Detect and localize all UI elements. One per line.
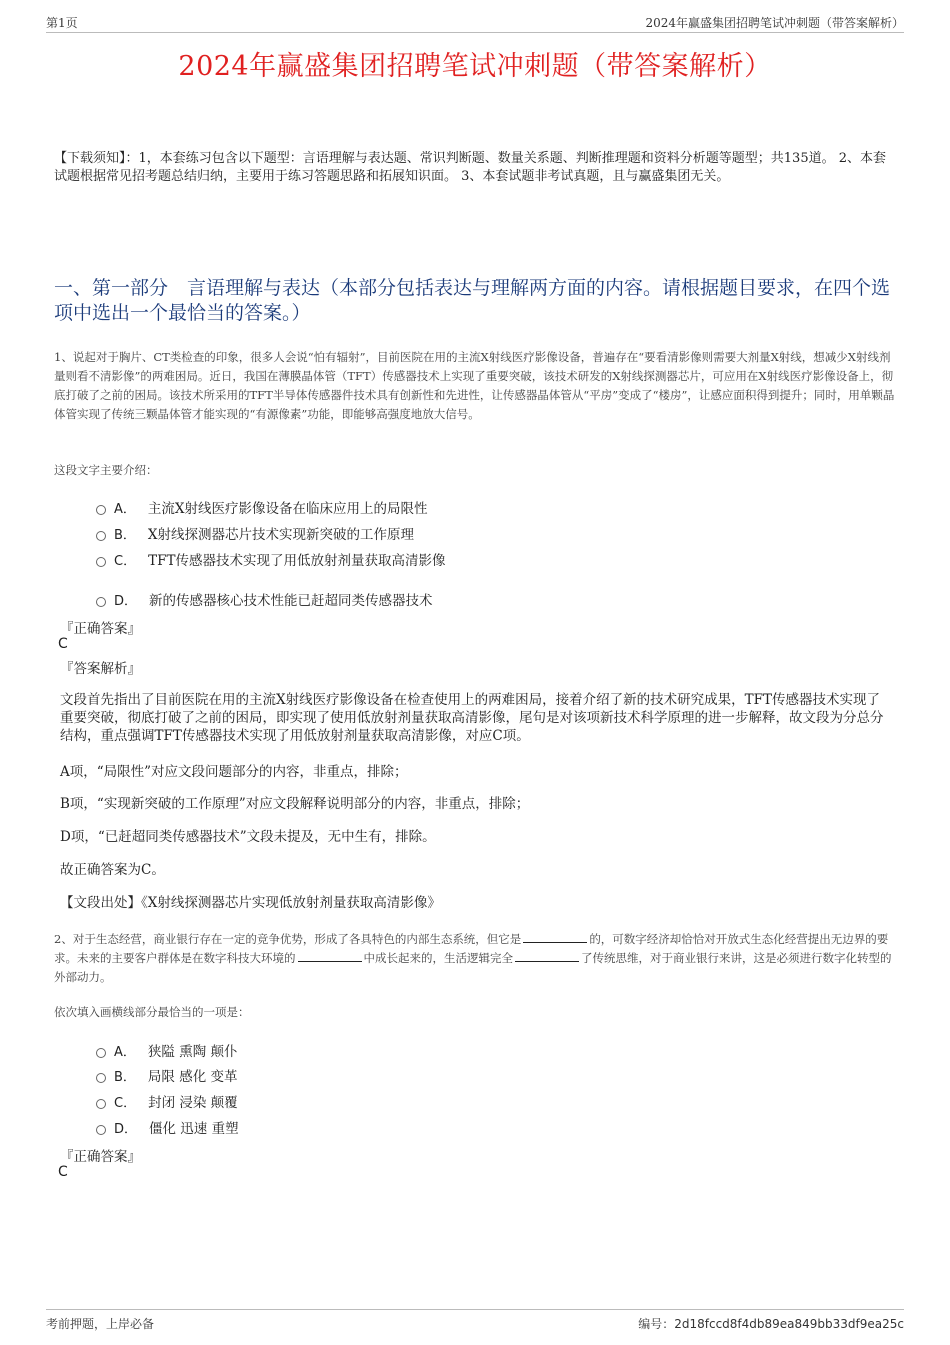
q1-analysis-paragraph: 文段首先指出了目前医院在用的主流X射线医疗影像设备在检查使用上的两难困局，接着介绍了新的技术研究成果，TFT传感器技术实现了重要突破，彻底打破了之前的困局，即实现了使用低放射剂量获取高清影像，尾句是对该项新技术科学原理的进一步解释，故文段为分总分结构，重点强调TFT传感器技术实现了用低放射剂量获取高清影像，对应C项。 <box>60 692 884 744</box>
option-text: 新的传感器核心技术性能已赶超同类传感器技术 <box>149 593 433 609</box>
radio-icon[interactable] <box>96 1048 106 1058</box>
option-letter: B． <box>114 1069 136 1085</box>
q1-analysis-d: D项，“已赶超同类传感器技术”文段未提及，无中生有，排除。 <box>60 829 436 845</box>
q1-analysis-label: 『答案解析』 <box>60 661 141 677</box>
option-letter: A． <box>114 1044 136 1060</box>
q1-answer-label: 『正确答案』 <box>60 621 141 637</box>
q1-option-d[interactable] <box>96 589 433 609</box>
footer-divider <box>46 1309 904 1310</box>
header-divider <box>46 32 904 33</box>
q2-option-b[interactable] <box>96 1065 238 1085</box>
option-letter: D． <box>114 593 138 609</box>
radio-icon[interactable] <box>96 597 106 607</box>
q1-source: 【文段出处】《X射线探测器芯片实现低放射剂量获取高清影像》 <box>60 895 441 911</box>
footer-code <box>638 1315 904 1332</box>
question-1-prompt: 这段文字主要介绍： <box>54 463 158 477</box>
radio-icon[interactable] <box>96 557 106 567</box>
q2-option-d[interactable] <box>96 1117 239 1137</box>
question-1-text: 1、说起对于胸片、CT类检查的印象，很多人会说“怕有辐射”，目前医院在用的主流X射线医疗影像设备，普遍存在“要看清影像则需要大剂量X射线，想减少X射线剂量则看不清影像”的两难困局。近日，我国在薄膜晶体管（TFT）传感器技术上实现了重要突破，该技术研发的X射线探测器芯片，可应用在X射线医疗影像设备上，彻底打破了之前的困局。该技术所采用的TFT半导体传感器件技术具有创新性和先进性，让传感器晶体管从“平房”变成了“楼房”，让感应面积得到提升；同时，用单颗晶体管实现了传统三颗晶体管才能实现的“有源像素”功能，即能够高强度地放大信号。 <box>54 350 895 421</box>
fill-blank[interactable] <box>523 932 587 943</box>
radio-icon[interactable] <box>96 531 106 541</box>
option-text: TFT传感器技术实现了用低放射剂量获取高清影像 <box>148 553 446 569</box>
q2-option-c[interactable] <box>96 1091 238 1111</box>
page-title: 2024年赢盛集团招聘笔试冲刺题（带答案解析） <box>178 51 772 82</box>
fill-blank[interactable] <box>515 951 579 962</box>
q1-option-a[interactable] <box>96 497 428 517</box>
option-letter: D． <box>114 1121 138 1137</box>
radio-icon[interactable] <box>96 1099 106 1109</box>
q2-option-a[interactable] <box>96 1040 238 1060</box>
footer-code-value: 2d18fccd8f4db89ea849bb33df9ea25c <box>674 1317 904 1331</box>
q2-answer-label: 『正确答案』 <box>60 1149 141 1165</box>
q1-option-c[interactable] <box>96 549 445 569</box>
option-letter: B． <box>114 527 136 543</box>
footer-code-label: 编号： <box>638 1317 675 1331</box>
option-text: 僵化 迅速 重塑 <box>149 1121 239 1137</box>
option-text: 封闭 浸染 颠覆 <box>148 1095 238 1111</box>
download-notice: 【下载须知】：1，本套练习包含以下题型：言语理解与表达题、常识判断题、数量关系题、判断推理题和资料分析题等题型；共135道。 2、本套试题根据常见招考题总结归纳，主要用于练习答题思路和拓展知识面。 3、本套试题非考试真题，且与赢盛集团无关。 <box>54 151 886 184</box>
radio-icon[interactable] <box>96 1125 106 1135</box>
option-text: 主流X射线医疗影像设备在临床应用上的局限性 <box>147 501 428 517</box>
q1-analysis-b: B项，“实现新突破的工作原理”对应文段解释说明部分的内容，非重点，排除； <box>60 796 530 812</box>
q1-answer: C <box>58 636 68 652</box>
radio-icon[interactable] <box>96 1073 106 1083</box>
section-heading: 一、第一部分 言语理解与表达（本部分包括表达与理解两方面的内容。请根据题目要求，在四个选项中选出一个最恰当的答案。） <box>54 277 891 324</box>
page-number: 第1页 <box>46 16 78 30</box>
question-2-text: 2、对于生态经营，商业银行存在一定的竞争优势，形成了各具特色的内部生态系统，但它是 的，可数字经济却恰恰对开放式生态化经营提出无边界的要求。未来的主要客户群体是在数字科技大环境的 中成长起来的，生活逻辑完全 了传统思维，对于商业银行来讲，这是必须进行数字化转型的外部动力。 <box>54 932 892 984</box>
option-letter: A． <box>114 501 136 517</box>
q1-option-b[interactable] <box>96 523 414 543</box>
option-text: 狭隘 熏陶 颠仆 <box>147 1044 238 1060</box>
option-letter: C． <box>114 553 137 569</box>
radio-icon[interactable] <box>96 505 106 515</box>
option-text: 局限 感化 变革 <box>147 1069 238 1085</box>
footer-slogan: 考前押题，上岸必备 <box>46 1317 155 1331</box>
option-text: X射线探测器芯片技术实现新突破的工作原理 <box>147 527 415 543</box>
q1-analysis-a: A项，“局限性”对应文段问题部分的内容，非重点，排除； <box>60 764 408 780</box>
q2-answer: C <box>58 1164 68 1180</box>
option-letter: C． <box>114 1095 137 1111</box>
question-2-prompt: 依次填入画横线部分最恰当的一项是： <box>54 1005 250 1019</box>
fill-blank[interactable] <box>298 951 362 962</box>
q1-analysis-conclusion: 故正确答案为C。 <box>60 862 165 878</box>
header-doc-title: 2024年赢盛集团招聘笔试冲刺题（带答案解析） <box>645 16 904 30</box>
